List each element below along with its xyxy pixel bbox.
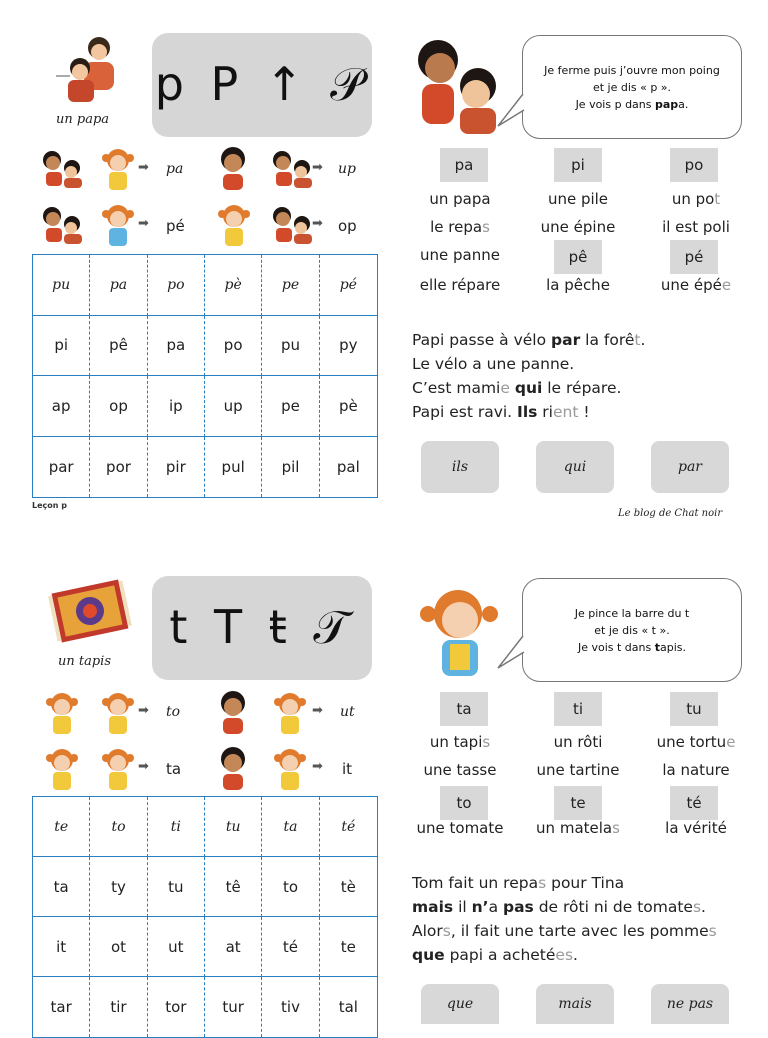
silent-letter: s <box>482 733 491 751</box>
syllable-box: ta <box>440 692 488 726</box>
grid-cell: té <box>320 797 377 857</box>
syllable-box: te <box>554 786 602 820</box>
grid-cell: ut <box>148 917 205 977</box>
letters-box <box>152 33 372 137</box>
tool-word-pill: ils <box>421 441 499 493</box>
word: il est poli <box>662 218 730 236</box>
letter-forms: p P ↑ 𝒫 <box>154 57 370 111</box>
lesson-label: Leçon p <box>32 501 67 510</box>
boys-icon <box>270 148 316 188</box>
arrow-right-icon: ➡ <box>312 759 323 774</box>
word <box>400 190 520 208</box>
silent-letter: s <box>692 898 702 916</box>
grid-cell: par <box>33 437 90 498</box>
grid-cell: tiv <box>262 977 319 1037</box>
grid-cell: pu <box>262 316 319 377</box>
sentence-text: Le vélo a une panne. <box>412 355 575 373</box>
girl-icon <box>98 746 138 792</box>
word <box>636 190 756 208</box>
girl-icon <box>270 690 310 736</box>
sentence-text: de rôti ni de tomate <box>533 898 693 916</box>
sentence-bold: mais <box>412 898 454 916</box>
grid-cell: to <box>90 797 147 857</box>
speech-line-2: et je dis « p ». <box>592 80 672 94</box>
grid-cell: tir <box>90 977 147 1037</box>
sentence-text: C’est mami <box>412 379 501 397</box>
word <box>400 733 520 751</box>
sound-label: pa <box>166 161 184 177</box>
silent-letter: es <box>555 946 574 964</box>
grid-cell: pul <box>205 437 262 498</box>
girl-icon <box>98 202 138 248</box>
grid-cell: pu <box>33 255 90 316</box>
sentence-text: . <box>640 331 646 349</box>
arrow-right-icon: ➡ <box>138 216 149 231</box>
sentence-text: Alor <box>412 922 443 940</box>
speech-line-1: Je pince la barre du t <box>574 606 690 620</box>
boys-icon <box>40 148 86 188</box>
speech-line-3-text: Je vois p dans <box>575 97 655 111</box>
grid-cell: ot <box>90 917 147 977</box>
grid-cell: tê <box>205 857 262 917</box>
grid-cell: ta <box>262 797 319 857</box>
reading-text <box>412 871 762 967</box>
word-text: une tortu <box>656 733 727 751</box>
word: une épine <box>540 218 616 236</box>
grid-cell: ap <box>33 376 90 437</box>
speech-bubble <box>522 35 742 139</box>
grid-cell: pa <box>148 316 205 377</box>
sentence-text: il <box>453 898 472 916</box>
girl-illustration <box>414 584 506 678</box>
tool-word-pill: que <box>421 984 499 1024</box>
blog-signature: Le blog de Chat noir <box>618 508 723 519</box>
girl-icon <box>42 690 82 736</box>
speech-line-2: et je dis « t ». <box>594 623 670 637</box>
word <box>636 733 756 751</box>
grid-cell: at <box>205 917 262 977</box>
sentence-bold: pas <box>503 898 534 916</box>
grid-cell: pé <box>320 255 377 316</box>
word: elle répare <box>419 276 501 294</box>
grid-cell: ip <box>148 376 205 437</box>
syllable-box: pê <box>554 240 602 274</box>
letter-forms: t T ŧ 𝒯 <box>169 600 355 654</box>
sentence-line <box>412 400 752 424</box>
speech-line-3-bold: t <box>654 640 660 654</box>
grid-cell: py <box>320 316 377 377</box>
reading-text <box>412 328 752 424</box>
grid-cell: po <box>148 255 205 316</box>
boy-icon <box>216 746 250 790</box>
grid-cell: pè <box>205 255 262 316</box>
word-text: le repa <box>430 218 483 236</box>
sentence-bold: Ils <box>517 403 538 421</box>
girl-icon <box>98 690 138 736</box>
sound-label: it <box>342 760 353 778</box>
syllable-box: po <box>670 148 718 182</box>
speech-line-1: Je ferme puis j’ouvre mon poing <box>544 63 720 77</box>
tool-word-pill: qui <box>536 441 614 493</box>
girl-icon <box>270 746 310 792</box>
syllable-box: té <box>670 786 718 820</box>
speech-line-3-bold: pap <box>655 97 679 111</box>
arrow-right-icon: ➡ <box>138 759 149 774</box>
sound-label: ut <box>340 704 355 720</box>
grid-cell: it <box>33 917 90 977</box>
grid-cell: op <box>90 376 147 437</box>
sound-label: op <box>338 217 357 235</box>
silent-letter: s <box>538 874 547 892</box>
sound-label: to <box>166 704 181 720</box>
silent-letter: s <box>482 218 490 236</box>
silent-letter: s <box>612 819 620 837</box>
word: une tasse <box>423 761 497 779</box>
word <box>400 218 520 236</box>
silent-letter: ent <box>552 403 579 421</box>
boys-illustration <box>412 38 504 134</box>
syllable-box: pé <box>670 240 718 274</box>
speech-line-3 <box>523 96 741 113</box>
arrow-right-icon: ➡ <box>312 160 323 175</box>
word: la nature <box>662 761 730 779</box>
sentence-bold: n’ <box>471 898 489 916</box>
sentence-text: . <box>573 946 578 964</box>
girl-icon <box>214 202 254 248</box>
rug-illustration <box>48 578 132 644</box>
grid-cell: up <box>205 376 262 437</box>
grid-cell: te <box>33 797 90 857</box>
grid-cell: tal <box>338 998 358 1016</box>
grid-cell: ta <box>33 857 90 917</box>
boy-icon <box>216 146 250 190</box>
syllable-grid <box>32 796 378 1038</box>
word: une tomate <box>416 819 504 837</box>
sentence-bold: que <box>412 946 445 964</box>
speech-line-3-end: a. <box>678 97 689 111</box>
sentence-text: , il fait une tarte avec les pomme <box>450 922 709 940</box>
grid-cell: pe <box>262 376 319 437</box>
illustration-caption: un papa <box>56 112 110 127</box>
grid-cell: té <box>262 917 319 977</box>
word: une tartine <box>536 761 620 779</box>
arrow-right-icon: ➡ <box>138 160 149 175</box>
grid-cell: pi <box>33 316 90 377</box>
grid-cell: to <box>262 857 319 917</box>
sentence-line <box>412 943 762 967</box>
syllable-box: tu <box>670 692 718 726</box>
word-text-end: a <box>481 190 491 208</box>
grid-cell: ti <box>148 797 205 857</box>
syllable-box: pa <box>440 148 488 182</box>
grid-cell: tar <box>33 977 90 1037</box>
speech-line-3-text: Je vois t dans <box>577 640 655 654</box>
sentence-text: a <box>488 898 503 916</box>
sentence-bold: qui <box>514 379 543 397</box>
word: une panne <box>420 246 500 264</box>
grid-cell: tu <box>148 857 205 917</box>
grid-cell: tur <box>205 977 262 1037</box>
sentence-bold: par <box>551 331 581 349</box>
sentence-line <box>412 376 752 400</box>
illustration-caption: un tapis <box>58 654 112 669</box>
grid-cell: tu <box>205 797 262 857</box>
sentence-line <box>412 352 752 376</box>
speech-line-3-end: apis. <box>660 640 687 654</box>
word-text: un po <box>671 190 715 208</box>
sound-label: ta <box>166 760 182 778</box>
sentence-text: papi a acheté <box>444 946 556 964</box>
silent-letter: e <box>726 733 736 751</box>
sentence-text: la forê <box>580 331 635 349</box>
sentence-line <box>412 919 762 943</box>
syllable-grid <box>32 254 378 498</box>
word: un rôti <box>553 733 603 751</box>
silent-letter: e <box>721 276 732 294</box>
grid-cell: pe <box>262 255 319 316</box>
sentence-text: . <box>701 898 706 916</box>
sentence-line <box>412 895 762 919</box>
grid-cell: te <box>320 917 377 977</box>
grid-cell: pir <box>148 437 205 498</box>
speech-line-3 <box>523 639 741 656</box>
sentence-text: Papi passe à vélo <box>412 331 552 349</box>
word <box>636 276 756 294</box>
grid-cell: pê <box>90 316 147 377</box>
silent-letter: t <box>714 190 721 208</box>
sentence-text: pour Tina <box>546 874 625 892</box>
letters-box <box>152 576 372 680</box>
word-text: un tapi <box>429 733 483 751</box>
sentence-text: ! <box>578 403 590 421</box>
word-text: un matela <box>536 819 613 837</box>
syllable-box: to <box>440 786 488 820</box>
word: la pêche <box>546 276 610 294</box>
sentence-line <box>412 871 762 895</box>
grid-cell: pè <box>320 376 377 437</box>
sentence-text: Tom fait un repa <box>412 874 539 892</box>
tool-word-pill: par <box>651 441 729 493</box>
word <box>518 819 638 837</box>
girl-icon <box>42 746 82 792</box>
arrow-right-icon: ➡ <box>312 703 323 718</box>
arrow-right-icon: ➡ <box>138 703 149 718</box>
silent-letter: e <box>500 379 510 397</box>
sound-label: up <box>338 161 356 177</box>
speech-bubble <box>522 578 742 682</box>
word-text: une épé <box>660 276 722 294</box>
grid-cell: po <box>205 316 262 377</box>
sentence-text: ri <box>537 403 553 421</box>
word: la vérité <box>665 819 727 837</box>
syllable-box: ti <box>554 692 602 726</box>
sentence-text: le répare. <box>542 379 622 397</box>
grid-cell: ty <box>90 857 147 917</box>
grid-cell: tè <box>320 857 377 917</box>
grid-cell: tor <box>148 977 205 1037</box>
word: une pile <box>547 190 609 208</box>
speech-tail <box>496 634 526 670</box>
grid-cell: pa <box>90 255 147 316</box>
syllable-box: pi <box>554 148 602 182</box>
sentence-line <box>412 328 752 352</box>
grid-cell: por <box>90 437 147 498</box>
silent-letter: s <box>442 922 451 940</box>
arrow-right-icon: ➡ <box>312 216 323 231</box>
boys-icon <box>270 204 316 244</box>
girl-icon <box>98 146 138 192</box>
papa-child-illustration <box>54 34 126 106</box>
sentence-text: Papi est ravi. <box>412 403 518 421</box>
sound-label: pé <box>166 217 185 235</box>
boys-icon <box>40 204 86 244</box>
silent-letter: t <box>634 331 641 349</box>
boy-icon <box>216 690 250 734</box>
tool-word-pill: mais <box>536 984 614 1024</box>
tool-word-pill: ne pas <box>651 984 729 1024</box>
grid-cell: pal <box>336 457 360 476</box>
word-text: un pap <box>429 190 482 208</box>
speech-tail <box>496 92 526 128</box>
silent-letter: s <box>708 922 717 940</box>
grid-cell: pil <box>262 437 319 498</box>
